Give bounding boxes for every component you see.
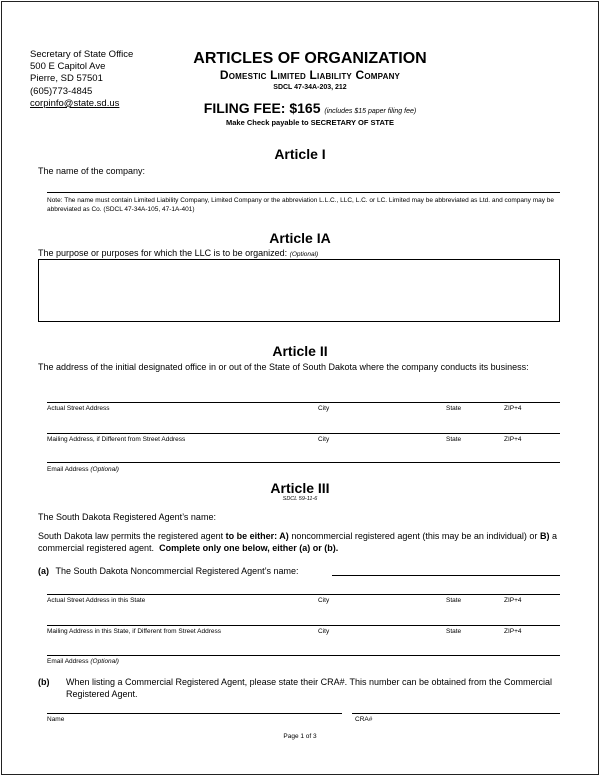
filing-fee-label: FILING FEE: $165: [203, 100, 321, 116]
office-city: Pierre, SD 57501: [30, 73, 103, 85]
office-name: Secretary of State Office: [30, 49, 134, 60]
a2-street-address-field[interactable]: [47, 402, 560, 403]
a3-mailing-city-label: City: [318, 628, 330, 635]
article-1-heading: Article I: [274, 146, 326, 162]
filing-fee: [170, 100, 450, 116]
cra-number-label: CRA#: [355, 716, 373, 723]
registered-agent-prompt: The South Dakota Registered Agent’s name:: [38, 512, 216, 522]
a3-mailing-address-label: Mailing Address in this State, if Different from Street Address: [47, 628, 222, 635]
agent-law-bold-3: Complete only one below, either (a) or (b).: [159, 542, 339, 553]
article-2-heading: Article II: [272, 343, 328, 359]
page-number: Page 1 of 3: [283, 733, 317, 740]
a2-mailing-state-label: State: [446, 436, 462, 443]
article-1a-heading: Article IA: [269, 230, 331, 246]
agent-law-text-1: South Dakota law permits the registered agent: [38, 531, 224, 541]
a3-mailing-zip-label: ZIP+4: [504, 628, 522, 635]
a3-city-label: City: [318, 597, 330, 604]
office-address: [30, 49, 133, 110]
designated-office-prompt: The address of the initial designated office in or out of the State of South Dakota where the company conducts its business:: [38, 362, 529, 372]
agent-law-bold-1: to be either: A): [225, 531, 289, 541]
a2-zip-label: ZIP+4: [504, 405, 522, 412]
commercial-agent-name-field[interactable]: [47, 713, 342, 714]
a2-city-label: City: [318, 405, 330, 412]
agent-law-bold-2: B): [539, 531, 550, 541]
a3-email-text: Email Address: [47, 658, 89, 665]
purpose-optional: (Optional): [289, 251, 319, 258]
agent-law-text-3: a commercial registered agent.: [38, 531, 557, 553]
a3-email-field[interactable]: [47, 655, 560, 656]
office-phone: (605)773-4845: [30, 85, 93, 97]
form-subtitle: Domestic Limited Liability Company: [219, 68, 401, 82]
a2-email-text: Email Address: [47, 466, 89, 473]
company-name-note: Note: The name must contain Limited Liability Company, Limited Company or the abbreviation L.L.C., LLC, L.C. or LC. Limited may be abbreviated as Ltd. and company may be abbreviated as Co. (SDCL 47-34A-105, 47-1A-401): [47, 197, 555, 213]
option-a-row: [38, 566, 298, 576]
a2-mailing-zip-label: ZIP+4: [504, 436, 522, 443]
option-b-label: (b): [38, 677, 50, 687]
noncommercial-agent-name-field[interactable]: [332, 575, 560, 576]
a3-mailing-state-label: State: [446, 628, 462, 635]
a2-state-label: State: [446, 405, 462, 412]
a2-mailing-address-field[interactable]: [47, 433, 560, 434]
company-name-field[interactable]: [47, 192, 560, 193]
option-a-label: (a): [38, 566, 49, 576]
a2-email-field[interactable]: [47, 462, 560, 463]
purpose-textarea[interactable]: [38, 259, 560, 322]
a3-state-label: State: [446, 597, 462, 604]
a3-email-label: [47, 658, 119, 665]
a2-email-optional: (Optional): [90, 466, 119, 473]
a3-street-address-field[interactable]: [47, 594, 560, 595]
a2-mailing-city-label: City: [318, 436, 330, 443]
cra-number-field[interactable]: [352, 713, 560, 714]
company-name-label: The name of the company:: [38, 166, 146, 176]
option-a-prompt: The South Dakota Noncommercial Registered Agent’s name:: [55, 566, 299, 576]
a2-email-label: [47, 466, 119, 473]
purpose-label: [38, 248, 318, 258]
a2-street-address-label: Actual Street Address: [47, 405, 110, 412]
payable-note: Make Check payable to SECRETARY OF STATE: [226, 118, 394, 127]
office-email-link[interactable]: corpinfo@state.sd.us: [30, 97, 120, 109]
purpose-prompt: The purpose or purposes for which the LLC is to be organized:: [38, 248, 288, 258]
form-statute: SDCL 47-34A-203, 212: [273, 84, 347, 91]
a3-email-optional: (Optional): [90, 658, 119, 665]
a3-zip-label: ZIP+4: [504, 597, 522, 604]
form-title: ARTICLES OF ORGANIZATION: [193, 50, 427, 67]
a3-mailing-address-field[interactable]: [47, 625, 560, 626]
agent-law-text-2: noncommercial registered agent (this may be an individual) or: [291, 531, 538, 541]
a3-street-address-label: Actual Street Address in this State: [47, 597, 146, 604]
option-b-prompt: When listing a Commercial Registered Agent, please state their CRA#. This number can be obtained from the Commercial Registered Agent.: [66, 677, 553, 699]
agent-law-paragraph: [38, 531, 560, 554]
filing-fee-note: (includes $15 paper filing fee): [324, 108, 417, 115]
commercial-agent-name-label: Name: [47, 716, 65, 723]
office-street: 500 E Capitol Ave: [30, 61, 106, 73]
a2-mailing-address-label: Mailing Address, if Different from Street Address: [47, 436, 186, 443]
article-3-statute: SDCL 59-11-6: [282, 496, 318, 502]
article-3-heading: Article III: [270, 480, 330, 496]
